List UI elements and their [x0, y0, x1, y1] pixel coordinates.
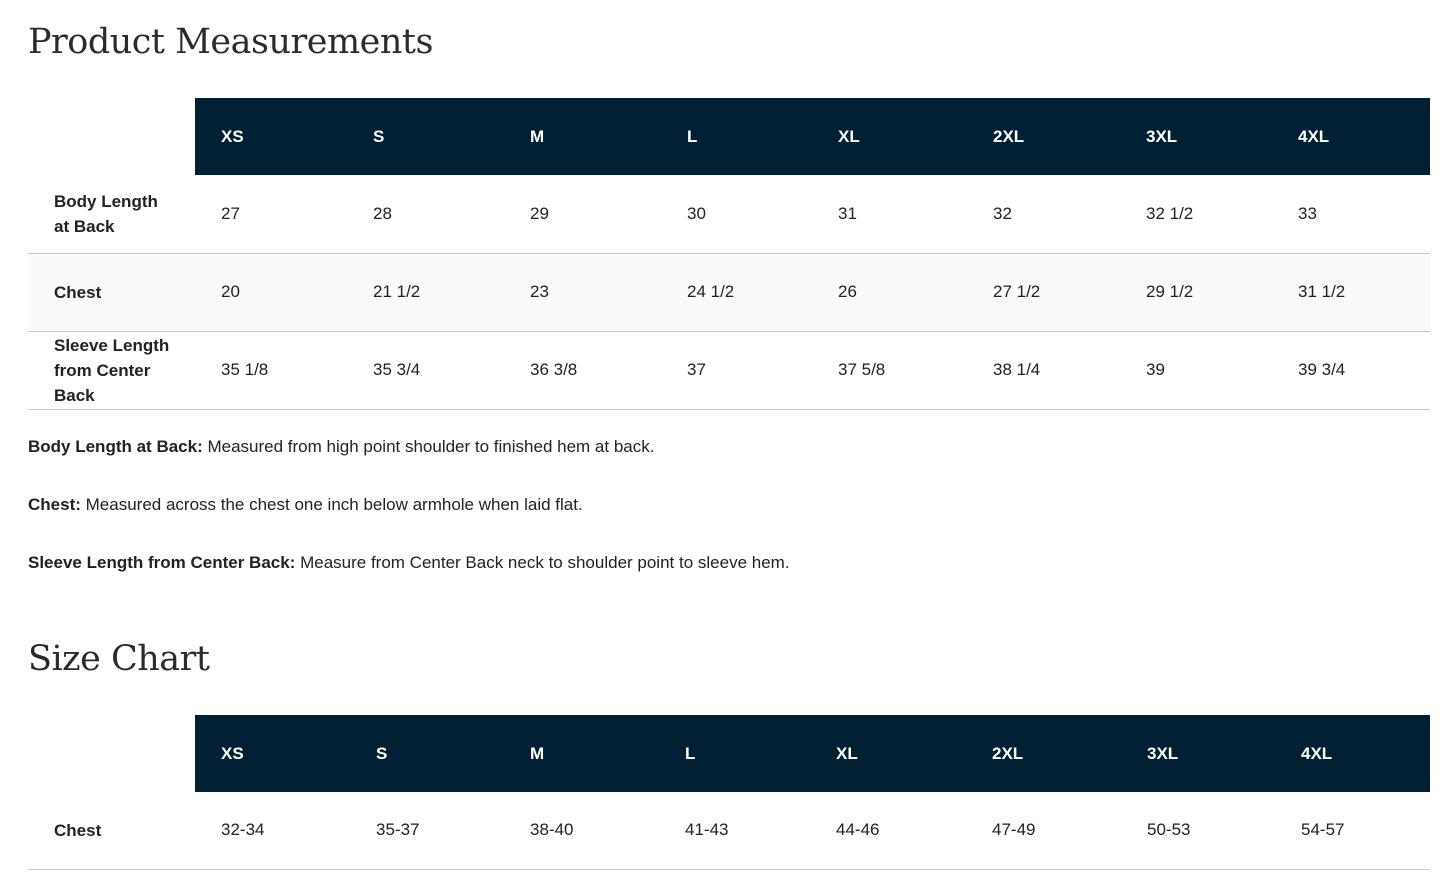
size-chart-header-row	[28, 715, 1430, 792]
header-corner	[28, 715, 195, 792]
size-header-xl: XL	[810, 715, 966, 792]
table-cell: 35 1/8	[221, 360, 269, 379]
header-corner	[28, 98, 195, 175]
measurements-header-row	[28, 98, 1430, 175]
note-term: Sleeve Length from Center Back:	[28, 553, 296, 572]
size-header-3xl: 3XL	[1121, 715, 1275, 792]
table-cell: 23	[530, 282, 549, 301]
table-cell: 32	[993, 203, 1012, 223]
row-label-chest: Chest	[54, 820, 102, 840]
size-header-xl: XL	[812, 98, 967, 175]
size-header-xs: XS	[195, 715, 350, 792]
size-chart-title: Size Chart	[28, 639, 210, 679]
size-header-l: L	[659, 715, 810, 792]
size-header-4xl: 4XL	[1275, 715, 1430, 792]
product-measurements-title: Product Measurements	[28, 22, 433, 62]
table-cell: 37	[687, 360, 706, 379]
table-cell: 39	[1146, 360, 1165, 379]
table-cell: 36 3/8	[530, 360, 578, 379]
table-cell: 54-57	[1301, 820, 1345, 840]
table-cell: 30	[687, 203, 706, 223]
note-chest	[28, 494, 1128, 552]
table-cell: 26	[838, 282, 857, 301]
size-header-s: S	[347, 98, 504, 175]
size-header-s: S	[350, 715, 504, 792]
size-header-m: M	[504, 98, 661, 175]
table-cell: 32 1/2	[1146, 203, 1194, 223]
size-header-3xl: 3XL	[1120, 98, 1272, 175]
table-cell: 27	[221, 203, 240, 223]
table-row-chest	[28, 253, 1430, 331]
measurement-notes	[28, 436, 1128, 610]
note-text: Measured from high point shoulder to finished hem at back.	[202, 437, 655, 456]
row-label-chest: Chest	[54, 282, 102, 302]
table-cell: 31	[838, 203, 857, 223]
table-cell: 24 1/2	[687, 282, 735, 301]
table-cell: 29 1/2	[1146, 282, 1194, 301]
row-label-sleeve-length: Sleeve Length from Center Back	[54, 335, 170, 405]
note-text: Measured across the chest one inch below armhole when laid flat.	[80, 495, 583, 514]
table-cell: 20	[221, 282, 240, 301]
size-header-m: M	[504, 715, 659, 792]
table-cell: 44-46	[836, 820, 880, 840]
size-header-xs: XS	[195, 98, 347, 175]
note-term: Chest:	[28, 495, 81, 514]
size-header-l: L	[661, 98, 812, 175]
note-term: Body Length at Back:	[28, 437, 203, 456]
row-label-body-length: Body Length at Back	[54, 191, 158, 236]
table-cell: 29	[530, 203, 549, 223]
table-cell: 50-53	[1147, 820, 1191, 840]
table-cell: 38 1/4	[993, 360, 1041, 379]
table-cell: 31 1/2	[1298, 282, 1346, 301]
table-cell: 21 1/2	[373, 282, 421, 301]
table-cell: 38-40	[530, 820, 574, 840]
table-cell: 27 1/2	[993, 282, 1041, 301]
note-sleeve-length	[28, 552, 1128, 610]
table-row-body-length	[28, 175, 1430, 253]
table-row-chest	[28, 792, 1430, 869]
table-cell: 33	[1298, 203, 1317, 223]
size-header-2xl: 2XL	[966, 715, 1121, 792]
table-cell: 28	[373, 203, 392, 223]
note-body-length	[28, 436, 1128, 494]
table-row-sleeve-length	[28, 331, 1430, 409]
product-measurements-table	[28, 98, 1430, 410]
table-cell: 39 3/4	[1298, 360, 1346, 379]
table-cell: 37 5/8	[838, 360, 886, 379]
size-header-4xl: 4XL	[1272, 98, 1430, 175]
table-cell: 32-34	[221, 820, 265, 840]
table-cell: 41-43	[685, 820, 729, 840]
table-cell: 35 3/4	[373, 360, 421, 379]
note-text: Measure from Center Back neck to shoulder point to sleeve hem.	[295, 553, 790, 572]
size-chart-table	[28, 715, 1430, 870]
table-cell: 35-37	[376, 820, 420, 840]
table-cell: 47-49	[992, 820, 1036, 840]
size-header-2xl: 2XL	[967, 98, 1120, 175]
